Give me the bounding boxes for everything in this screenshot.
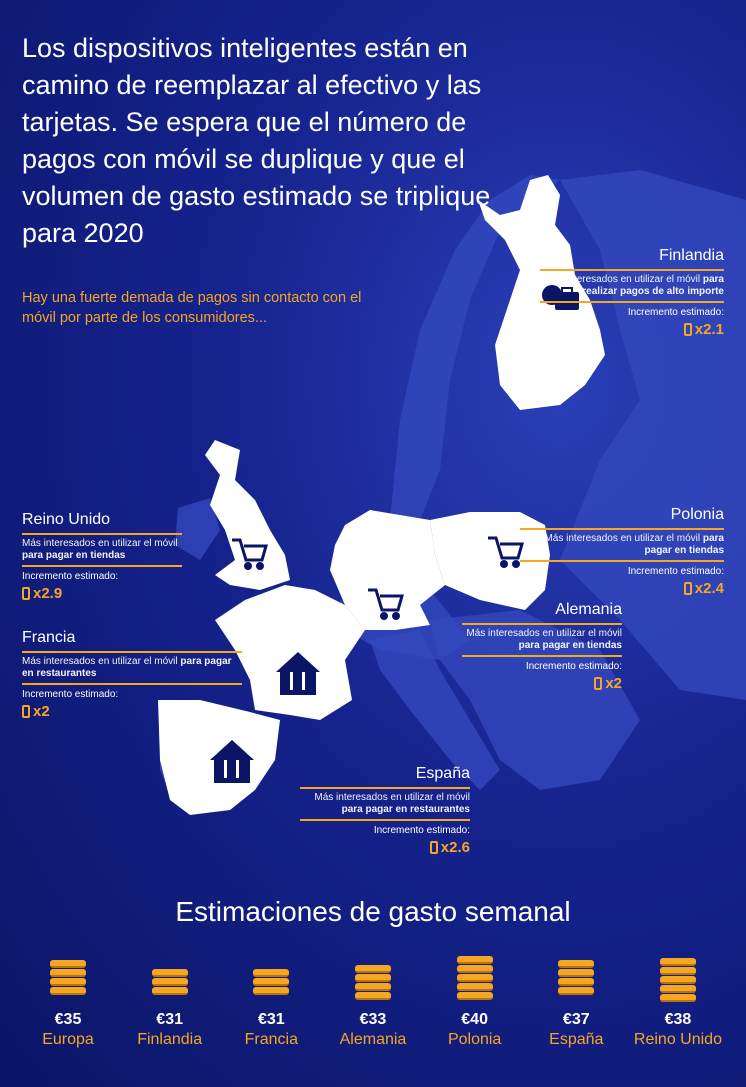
coins-icon: [50, 960, 86, 1000]
coins-icon: [660, 960, 696, 1000]
weekly-value: €31: [156, 1011, 183, 1028]
subline: Hay una fuerte demada de pagos sin contacto con el móvil por parte de los consumidores...: [22, 290, 362, 326]
weekly-value: €37: [562, 1011, 590, 1028]
phone-icon: [684, 582, 692, 595]
weekly-item: [427, 960, 523, 1050]
divider: [300, 787, 470, 789]
country-desc: Más interesados en utilizar el móvil para realizar pagos de alto importe: [544, 274, 724, 297]
weekly-spend-list: [20, 960, 726, 1050]
country-alemania: [462, 600, 622, 692]
weekly-label: Francia: [244, 1031, 298, 1048]
increment-label: Incremento estimado:: [627, 307, 724, 318]
divider: [22, 651, 242, 653]
country-francia: [22, 628, 242, 720]
multiplier: x2.4: [520, 580, 724, 597]
weekly-item: [223, 960, 319, 1050]
phone-icon: [430, 841, 438, 854]
weekly-value: €40: [461, 1011, 488, 1028]
country-name: España: [415, 765, 470, 782]
weekly-spend-title: Estimaciones de gasto semanal: [175, 896, 571, 927]
divider: [22, 565, 182, 567]
country-espana: [300, 764, 470, 856]
coins-icon: [558, 960, 594, 1000]
divider: [540, 269, 724, 271]
country-name: Alemania: [555, 601, 622, 618]
coins-icon: [253, 960, 289, 1000]
increment-label: Incremento estimado:: [22, 571, 119, 582]
divider: [300, 819, 470, 821]
multiplier: x2.1: [540, 321, 724, 338]
increment-label: Incremento estimado:: [22, 689, 119, 700]
weekly-value: €35: [54, 1011, 82, 1028]
weekly-label: España: [549, 1031, 604, 1048]
country-desc: Más interesados en utilizar el móvil para pagar en restaurantes: [314, 792, 470, 815]
weekly-item: [325, 960, 421, 1050]
country-name: Reino Unido: [22, 511, 111, 528]
phone-icon: [22, 587, 30, 600]
divider: [520, 560, 724, 562]
country-name: Francia: [22, 629, 76, 646]
weekly-label: Europa: [42, 1031, 94, 1048]
weekly-label: Alemania: [339, 1031, 407, 1048]
phone-icon: [684, 323, 692, 336]
weekly-label: Reino Unido: [633, 1031, 722, 1048]
multiplier: x2.6: [300, 839, 470, 856]
divider: [462, 623, 622, 625]
country-name: Polonia: [670, 506, 724, 523]
multiplier: x2: [22, 703, 242, 720]
country-name: Finlandia: [659, 247, 724, 264]
coins-icon: [355, 960, 391, 1000]
headline: Los dispositivos inteligentes están en camino de reemplazar al efectivo y las tarjetas. Se espera que el número de pagos con móvil se duplique y que el volumen de gasto estimado se triplique para 2020: [22, 33, 491, 248]
multiplier: x2: [462, 675, 622, 692]
divider: [22, 533, 182, 535]
coins-icon: [152, 960, 188, 1000]
weekly-item: [122, 960, 218, 1050]
phone-icon: [594, 677, 602, 690]
country-finlandia: [540, 246, 724, 338]
country-polonia: [520, 505, 724, 597]
increment-label: Incremento estimado:: [525, 661, 622, 672]
country-desc: Más interesados en utilizar el móvil para pagar en restaurantes: [22, 656, 232, 679]
weekly-item: [20, 960, 116, 1050]
country-desc: Más interesados en utilizar el móvil para pagar en tiendas: [466, 628, 622, 651]
increment-label: Incremento estimado:: [627, 566, 724, 577]
weekly-label: Polonia: [447, 1031, 502, 1048]
divider: [520, 528, 724, 530]
weekly-value: €33: [359, 1011, 387, 1028]
increment-label: Incremento estimado:: [373, 825, 470, 836]
multiplier: x2.9: [22, 585, 182, 602]
weekly-item: [630, 960, 726, 1050]
weekly-value: €38: [664, 1011, 692, 1028]
divider: [22, 683, 242, 685]
coins-icon: [457, 960, 493, 1000]
divider: [462, 655, 622, 657]
weekly-value: €31: [257, 1011, 285, 1028]
phone-icon: [22, 705, 30, 718]
divider: [540, 301, 724, 303]
weekly-item: [528, 960, 624, 1050]
weekly-label: Finlandia: [137, 1031, 203, 1048]
country-desc: Más interesados en utilizar el móvil para pagar en tiendas: [22, 538, 178, 561]
country-desc: Más interesados en utilizar el móvil para pagar en tiendas: [544, 533, 724, 556]
country-reino-unido: [22, 510, 182, 602]
